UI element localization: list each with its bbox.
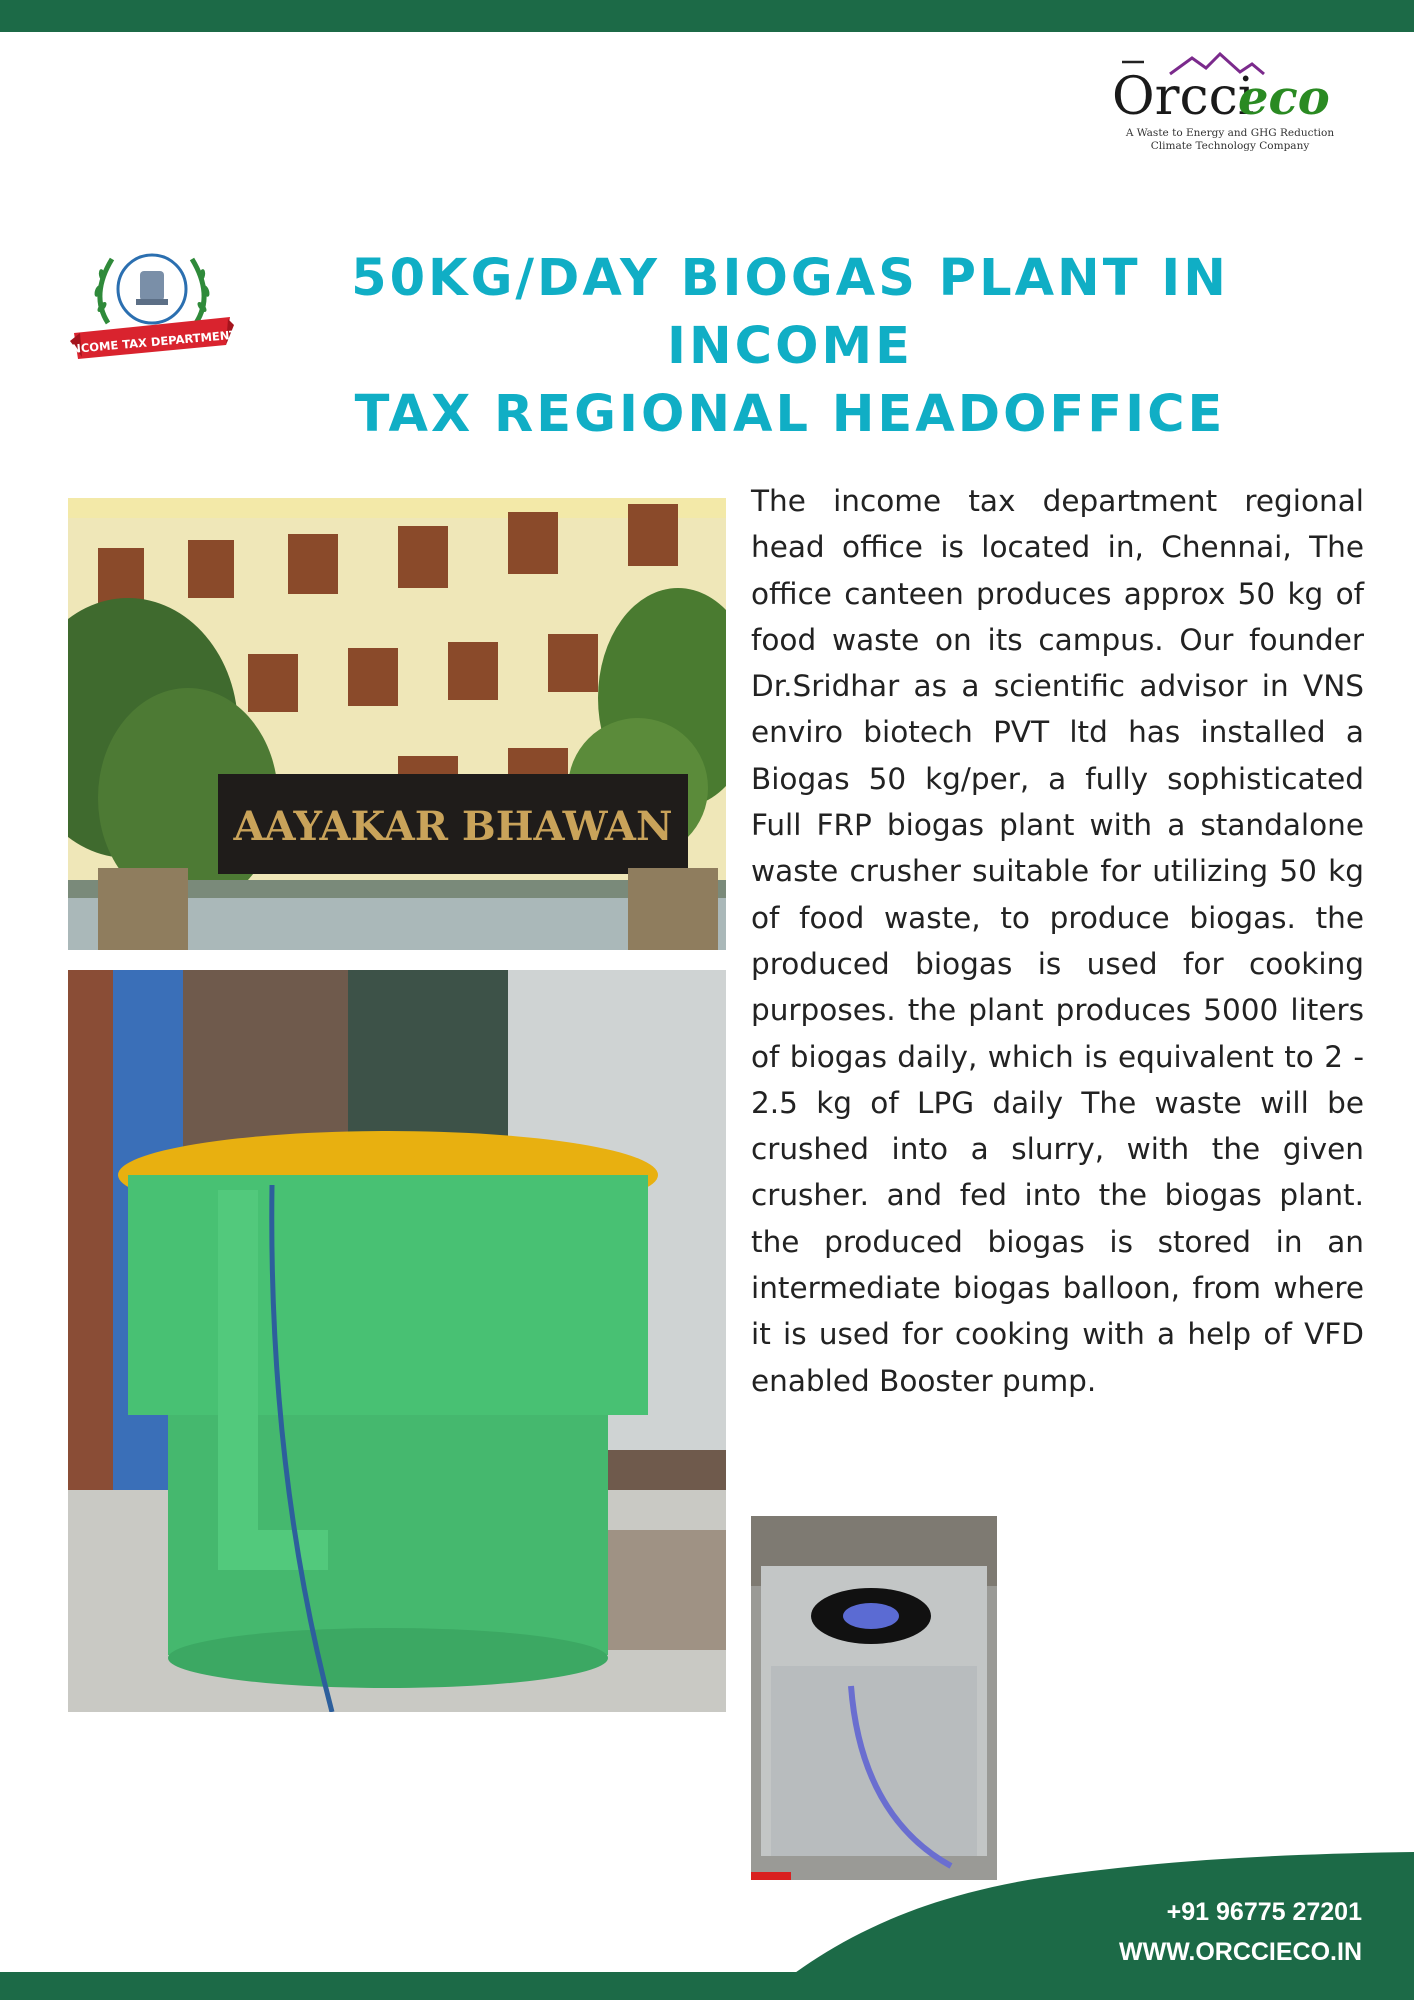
body-paragraph: The income tax department regional head office is located in, Chennai, The office canteen produces approx 50 kg of food waste on its campus. Our founder Dr.Sridhar as a scientific advisor in VNS enviro biotech PVT ltd has installed a Biogas 50 kg/per, a fully sophisticated Full FRP biogas plant with a standalone waste crusher suitable for utilizing 50 kg of food waste, to produce biogas. the produced biogas is used for cooking purposes. the plant produces 5000 liters of biogas daily, which is equivalent to 2 - 2.5 kg of LPG daily The waste will be crushed into a slurry, with the given crusher. and fed into the biogas plant. the produced biogas is stored in an intermediate biogas balloon, from where it is used for cooking with a help of VFD enabled Booster pump.: [751, 484, 1364, 1398]
orccieco-logo: [1105, 52, 1355, 162]
page-title-line2: TAX REGIONAL HEADOFFICE: [354, 385, 1226, 444]
contact-phone: +91 96775 27201: [1166, 1898, 1362, 1926]
biogas-stove-photo: [751, 1516, 997, 1880]
logo-brand-main: Orcci: [1112, 67, 1255, 122]
orccieco-logo-mark: [1110, 52, 1350, 122]
emblem-banner-text: INCOME TAX DEPARTMENT: [68, 327, 236, 357]
income-tax-emblem: [68, 245, 236, 365]
aayakar-bhawan-photo: [68, 498, 726, 950]
logo-tagline: [1105, 127, 1355, 153]
contact-website: WWW.ORCCIECO.IN: [1118, 1938, 1362, 1966]
building-sign-text: AAYAKAR BHAWAN: [233, 803, 673, 850]
logo-tagline-line2: Climate Technology Company: [1150, 140, 1310, 152]
contact-block: [1119, 1892, 1362, 1972]
biogas-plant-photo: [68, 970, 726, 1712]
logo-brand-eco: eco: [1238, 70, 1330, 122]
logo-tagline-line1: A Waste to Energy and GHG Reduction: [1125, 127, 1335, 139]
page-title: [230, 245, 1350, 449]
top-border-bar: [0, 0, 1414, 32]
page-title-line1: 50KG/DAY BIOGAS PLANT IN INCOME: [351, 249, 1229, 376]
bottom-border-bar: [0, 1972, 1414, 2000]
